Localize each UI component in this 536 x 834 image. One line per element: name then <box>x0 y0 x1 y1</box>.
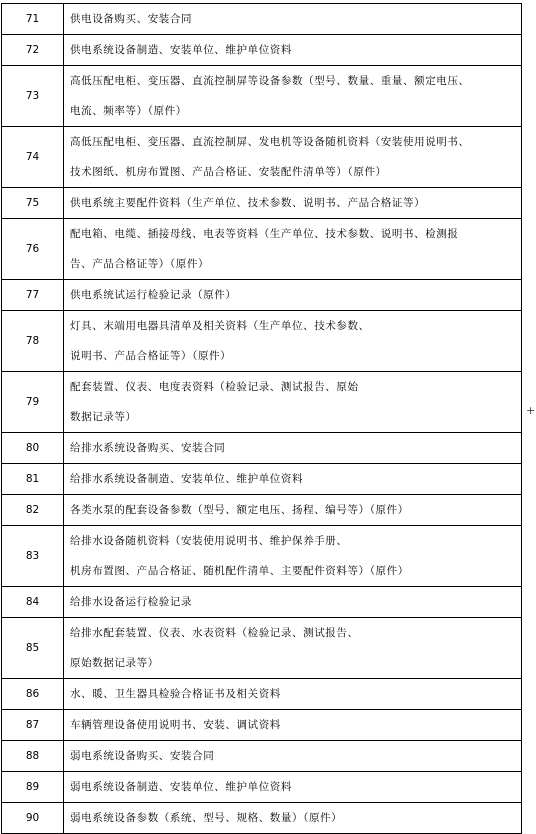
table-row <box>2 188 522 219</box>
table-row <box>2 679 522 710</box>
row-description <box>64 433 522 464</box>
table-row <box>2 66 522 127</box>
row-description <box>64 526 522 587</box>
description-line: 配电箱、电缆、插接母线、电表等资料（生产单位、技术参数、说明书、检测报 <box>70 228 459 240</box>
row-number: 87 <box>2 710 64 741</box>
table-row <box>2 495 522 526</box>
row-number: 74 <box>2 127 64 188</box>
table-row <box>2 127 522 188</box>
description-line: 机房布置图、产品合格证、随机配件清单、主要配件资料等）（原件） <box>70 565 409 577</box>
description-line: 原始数据记录等） <box>70 657 159 669</box>
table-move-handle-icon[interactable]: + <box>526 404 536 417</box>
description-line: 高低压配电柜、变压器、直流控制屏等设备参数（型号、数量、重量、额定电压、 <box>70 75 470 87</box>
description-line: 说明书、产品合格证等）（原件） <box>70 350 232 362</box>
row-number: 79 <box>2 372 64 433</box>
description-line: 给排水系统设备购买、安装合同 <box>70 442 226 454</box>
description-line: 给排水系统设备制造、安装单位、维护单位资料 <box>70 473 304 485</box>
row-description <box>64 495 522 526</box>
table-row <box>2 772 522 803</box>
row-number: 89 <box>2 772 64 803</box>
row-number: 86 <box>2 679 64 710</box>
row-description <box>64 618 522 679</box>
description-line: 各类水泵的配套设备参数（型号、额定电压、扬程、编号等）（原件） <box>70 504 409 516</box>
document-table-body <box>2 4 522 834</box>
description-line: 高低压配电柜、变压器、直流控制屏、发电机等设备随机资料（安装使用说明书、 <box>70 136 470 148</box>
table-row <box>2 710 522 741</box>
description-line: 供电设备购买、安装合同 <box>70 13 193 25</box>
description-line: 供电系统试运行检验记录（原件） <box>70 289 237 301</box>
row-description <box>64 4 522 35</box>
description-line: 给排水设备运行检验记录 <box>70 596 193 608</box>
description-line: 水、暖、卫生器具检验合格证书及相关资料 <box>70 688 281 700</box>
row-description <box>64 464 522 495</box>
row-description <box>64 127 522 188</box>
description-line: 给排水配套装置、仪表、水表资料（检验记录、测试报告、 <box>70 627 359 639</box>
row-number: 84 <box>2 587 64 618</box>
table-row <box>2 526 522 587</box>
row-number: 75 <box>2 188 64 219</box>
row-number: 82 <box>2 495 64 526</box>
table-row <box>2 587 522 618</box>
description-line: 配套装置、仪表、电度表资料（检验记录、测试报告、原始 <box>70 381 359 393</box>
row-description <box>64 280 522 311</box>
table-row <box>2 219 522 280</box>
row-description <box>64 219 522 280</box>
table-row <box>2 372 522 433</box>
row-description <box>64 772 522 803</box>
row-number: 77 <box>2 280 64 311</box>
row-number: 83 <box>2 526 64 587</box>
row-description <box>64 35 522 66</box>
row-description <box>64 372 522 433</box>
description-line: 弱电系统设备制造、安装单位、维护单位资料 <box>70 781 292 793</box>
table-row <box>2 4 522 35</box>
table-row <box>2 311 522 372</box>
row-description <box>64 66 522 127</box>
row-description <box>64 188 522 219</box>
table-row <box>2 464 522 495</box>
row-number: 88 <box>2 741 64 772</box>
description-line: 给排水设备随机资料（安装使用说明书、维护保养手册、 <box>70 535 348 547</box>
table-row <box>2 618 522 679</box>
row-description <box>64 311 522 372</box>
row-number: 73 <box>2 66 64 127</box>
row-number: 81 <box>2 464 64 495</box>
description-line: 弱电系统设备购买、安装合同 <box>70 750 215 762</box>
table-row <box>2 741 522 772</box>
row-number: 76 <box>2 219 64 280</box>
row-description <box>64 803 522 834</box>
description-line: 电流、频率等）（原件） <box>70 105 187 117</box>
table-row <box>2 35 522 66</box>
table-row <box>2 433 522 464</box>
row-description <box>64 710 522 741</box>
row-description <box>64 587 522 618</box>
row-number: 80 <box>2 433 64 464</box>
description-line: 弱电系统设备参数（系统、型号、规格、数量）（原件） <box>70 812 343 824</box>
row-number: 78 <box>2 311 64 372</box>
description-line: 数据记录等） <box>70 411 137 423</box>
row-number: 71 <box>2 4 64 35</box>
description-line: 车辆管理设备使用说明书、安装、调试资料 <box>70 719 281 731</box>
row-number: 72 <box>2 35 64 66</box>
row-number: 85 <box>2 618 64 679</box>
row-description <box>64 741 522 772</box>
description-line: 技术图纸、机房布置图、产品合格证、安装配件清单等）（原件） <box>70 166 387 178</box>
row-description <box>64 679 522 710</box>
table-row <box>2 280 522 311</box>
description-line: 告、产品合格证等）（原件） <box>70 258 210 270</box>
description-line: 供电系统主要配件资料（生产单位、技术参数、说明书、产品合格证等） <box>70 197 426 209</box>
description-line: 供电系统设备制造、安装单位、维护单位资料 <box>70 44 292 56</box>
row-number: 90 <box>2 803 64 834</box>
description-line: 灯具、末端用电器具清单及相关资料（生产单位、技术参数、 <box>70 320 370 332</box>
table-row <box>2 803 522 834</box>
document-table <box>1 3 522 834</box>
